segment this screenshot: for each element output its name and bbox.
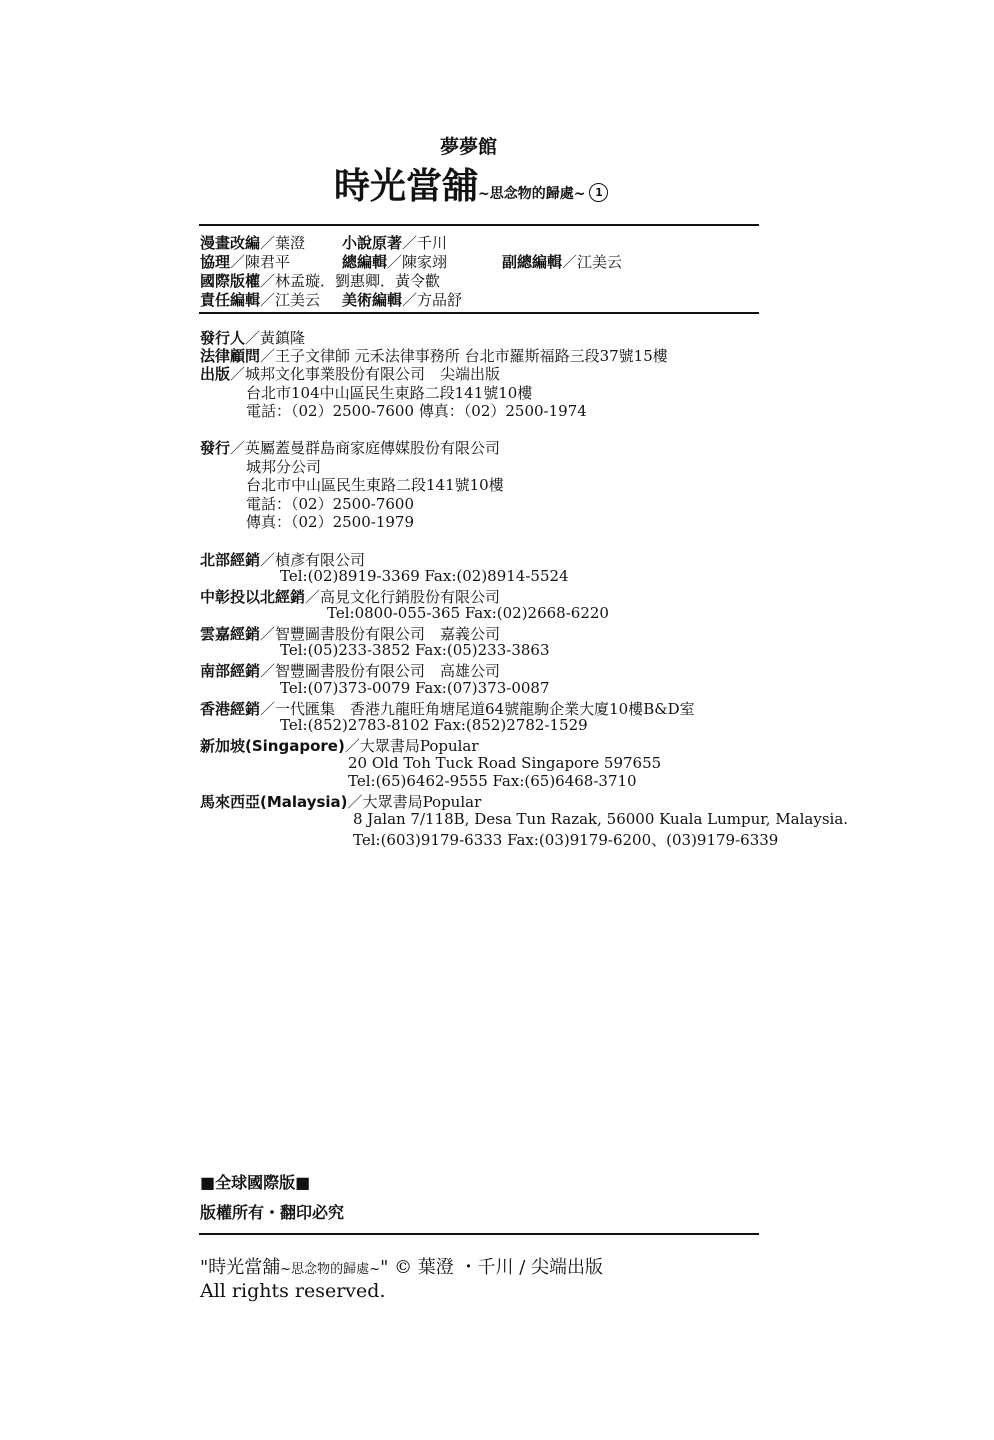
dist-malaysia: 馬來西亞(Malaysia)／大眾書局Popular bbox=[200, 793, 482, 811]
credit-label: 總編輯 bbox=[342, 253, 388, 271]
distributor-label: 發行 bbox=[200, 439, 231, 457]
dist-singapore-contact: Tel:(65)6462-9555 Fax:(65)6468-3710 bbox=[348, 772, 637, 790]
dist-label: 南部經銷 bbox=[200, 662, 261, 680]
dist-label: 香港經銷 bbox=[200, 700, 261, 718]
dist-hongkong: 香港經銷／一代匯集 香港九龍旺角塘尾道64號龍駒企業大廈10樓B&D室 bbox=[200, 700, 695, 718]
credit-deputy-chief: 副總編輯／江美云 bbox=[502, 253, 623, 271]
copyright-line bbox=[200, 1253, 603, 1279]
dist-label: 北部經銷 bbox=[200, 551, 261, 569]
dist-north-contact: Tel:(02)8919-3369 Fax:(02)8914-5524 bbox=[280, 567, 569, 585]
credit-value: 千川 bbox=[417, 234, 448, 252]
dist-value: 大眾書局Popular bbox=[362, 793, 482, 811]
dist-singapore: 新加坡(Singapore)／大眾書局Popular bbox=[200, 737, 479, 755]
publisher-label: 發行人 bbox=[200, 329, 246, 347]
book-title-row bbox=[334, 158, 608, 209]
credit-label: 協理 bbox=[200, 253, 231, 271]
legal-value: 王子文律師 元禾法律事務所 台北市羅斯福路三段37號15樓 bbox=[275, 347, 668, 365]
dist-value: 大眾書局Popular bbox=[359, 737, 479, 755]
publisher-value: 黃鎮隆 bbox=[260, 329, 306, 347]
copyright-holders: " © 葉澄 ・千川 / 尖端出版 bbox=[380, 1257, 604, 1278]
distributor-fax: 傳真：（02）2500-1979 bbox=[246, 513, 415, 531]
dist-label: 馬來西亞(Malaysia) bbox=[200, 793, 348, 811]
credit-label: 美術編輯 bbox=[342, 291, 403, 309]
dist-singapore-address: 20 Old Toh Tuck Road Singapore 597655 bbox=[348, 754, 662, 772]
dist-central-contact: Tel:0800-055-365 Fax:(02)2668-6220 bbox=[327, 604, 609, 622]
distributor-branch: 城邦分公司 bbox=[246, 458, 322, 476]
credit-chief-editor: 總編輯／陳家翊 bbox=[342, 253, 448, 271]
credit-adapter: 漫畫改編／葉澄 bbox=[200, 234, 306, 252]
press-label: 出版 bbox=[200, 365, 231, 383]
dist-value: 一代匯集 香港九龍旺角塘尾道64號龍駒企業大廈10樓B&D室 bbox=[275, 700, 695, 718]
press-line: 出版／城邦文化事業股份有限公司 尖端出版 bbox=[200, 365, 501, 383]
dist-value: 智豐圖書股份有限公司 嘉義公司 bbox=[275, 625, 501, 643]
credit-value: 陳君平 bbox=[245, 253, 291, 271]
credit-label: 小說原著 bbox=[342, 234, 403, 252]
credit-value: 方品舒 bbox=[417, 291, 463, 309]
series-name: 夢夢館 bbox=[440, 136, 498, 158]
credit-art-editor: 美術編輯／方品舒 bbox=[342, 291, 463, 309]
dist-south: 南部經銷／智豐圖書股份有限公司 高雄公司 bbox=[200, 662, 501, 680]
divider-top bbox=[199, 224, 759, 226]
dist-value: 高見文化行銷股份有限公司 bbox=[320, 588, 501, 606]
credit-original: 小說原著／千川 bbox=[342, 234, 448, 252]
credit-label: 副總編輯 bbox=[502, 253, 563, 271]
distributor-phone: 電話：（02）2500-7600 bbox=[246, 495, 415, 513]
credit-value: 林孟璇．劉惠卿．黃令歡 bbox=[275, 272, 441, 290]
volume-number: 1 bbox=[589, 183, 608, 202]
dist-value: 楨彥有限公司 bbox=[275, 551, 366, 569]
legal-line: 法律顧問／王子文律師 元禾法律事務所 台北市羅斯福路三段37號15樓 bbox=[200, 347, 668, 365]
dist-south-contact: Tel:(07)373-0079 Fax:(07)373-0087 bbox=[280, 679, 550, 697]
dist-central: 中彰投以北經銷／高見文化行銷股份有限公司 bbox=[200, 588, 501, 606]
dist-malaysia-contact: Tel:(603)9179-6333 Fax:(03)9179-6200、(03)9179-6339 bbox=[353, 831, 779, 849]
dist-malaysia-address: 8 Jalan 7/118B, Desa Tun Razak, 56000 Kuala Lumpur, Malaysia. bbox=[353, 810, 849, 828]
copyright-title: "時光當舖 bbox=[200, 1257, 281, 1278]
dist-north: 北部經銷／楨彥有限公司 bbox=[200, 551, 366, 569]
legal-label: 法律顧問 bbox=[200, 347, 261, 365]
credit-value: 江美云 bbox=[577, 253, 623, 271]
book-subtitle: ~思念物的歸處~ bbox=[478, 186, 586, 202]
credit-intl-rights: 國際版權／林孟璇．劉惠卿．黃令歡 bbox=[200, 272, 441, 290]
dist-yunchia: 雲嘉經銷／智豐圖書股份有限公司 嘉義公司 bbox=[200, 625, 501, 643]
divider-credits bbox=[199, 312, 759, 314]
book-title: 時光當舖 bbox=[334, 166, 479, 207]
copyright-subtitle: ~思念物的歸處~ bbox=[280, 1262, 381, 1277]
dist-yunchia-contact: Tel:(05)233-3852 Fax:(05)233-3863 bbox=[280, 641, 550, 659]
distributor-address: 台北市中山區民生東路二段141號10樓 bbox=[246, 476, 504, 494]
dist-value: 智豐圖書股份有限公司 高雄公司 bbox=[275, 662, 501, 680]
press-value: 城邦文化事業股份有限公司 尖端出版 bbox=[245, 365, 501, 383]
rights-reserved-zh: 版權所有・翻印必究 bbox=[200, 1203, 345, 1222]
credit-value: 葉澄 bbox=[275, 234, 306, 252]
press-phone: 電話：（02）2500-7600 傳真：（02）2500-1974 bbox=[246, 402, 587, 420]
dist-label: 中彰投以北經銷 bbox=[200, 588, 306, 606]
credit-value: 陳家翊 bbox=[402, 253, 448, 271]
credit-value: 江美云 bbox=[275, 291, 321, 309]
all-rights-reserved: All rights reserved. bbox=[200, 1280, 386, 1302]
dist-label: 新加坡(Singapore) bbox=[200, 737, 345, 755]
credit-editor: 責任編輯／江美云 bbox=[200, 291, 321, 309]
credit-label: 責任編輯 bbox=[200, 291, 261, 309]
credit-label: 漫畫改編 bbox=[200, 234, 261, 252]
credit-associate: 協理／陳君平 bbox=[200, 253, 291, 271]
dist-hongkong-contact: Tel:(852)2783-8102 Fax:(852)2782-1529 bbox=[280, 716, 588, 734]
publisher-line: 發行人／黃鎮隆 bbox=[200, 329, 306, 347]
distributor-value: 英屬蓋曼群島商家庭傳媒股份有限公司 bbox=[245, 439, 501, 457]
dist-label: 雲嘉經銷 bbox=[200, 625, 261, 643]
press-address: 台北市104中山區民生東路二段141號10樓 bbox=[246, 384, 533, 402]
divider-footer bbox=[199, 1233, 759, 1235]
distributor-line: 發行／英屬蓋曼群島商家庭傳媒股份有限公司 bbox=[200, 439, 501, 457]
credit-label: 國際版權 bbox=[200, 272, 261, 290]
intl-edition: ■全球國際版■ bbox=[200, 1173, 311, 1192]
